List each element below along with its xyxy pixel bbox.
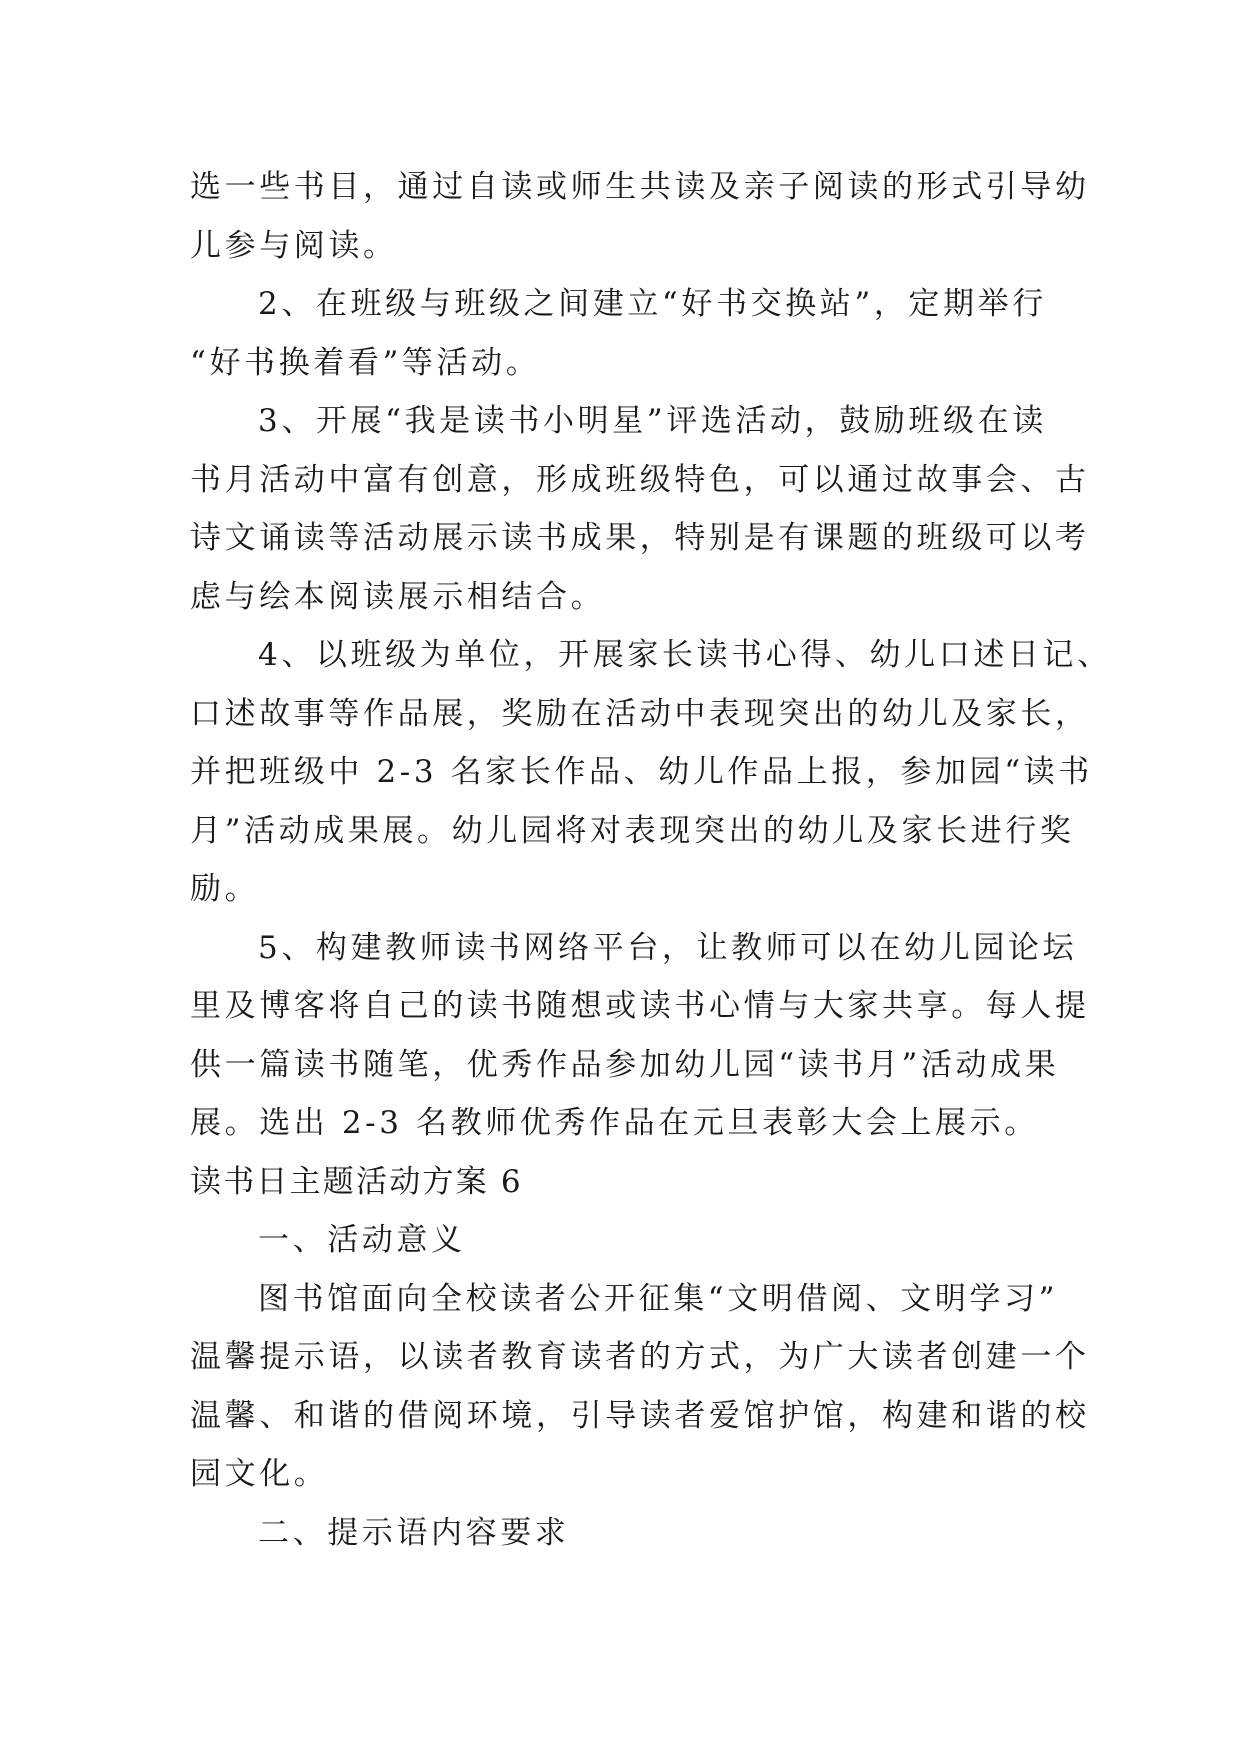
body-line: 温馨提示语，以读者教育读者的方式，为广大读者创建一个 bbox=[190, 1339, 1090, 1375]
body-line: 温馨、和谐的借阅环境，引导读者爱馆护馆，构建和谐的校 bbox=[190, 1397, 1090, 1434]
document-body bbox=[190, 158, 1112, 1562]
body-line: “好书换着看”等活动。 bbox=[190, 344, 541, 381]
list-item-4: 4、以班级为单位，开展家长读书心得、幼儿口述日记、 bbox=[258, 637, 1112, 673]
body-line: 并把班级中 2-3 名家长作品、幼儿作品上报，参加园“读书 bbox=[190, 754, 1093, 790]
body-line: 口述故事等作品展，奖励在活动中表现突出的幼儿及家长， bbox=[190, 695, 1090, 732]
body-line: 里及博客将自己的读书随想或读书心情与大家共享。每人提 bbox=[190, 988, 1090, 1024]
subheading-content-requirements: 二、提示语内容要求 bbox=[258, 1514, 570, 1551]
section-title: 读书日主题活动方案 6 bbox=[190, 1163, 523, 1200]
body-line: 励。 bbox=[190, 871, 260, 907]
body-line: 儿参与阅读。 bbox=[190, 227, 398, 264]
list-item-2: 2、在班级与班级之间建立“好书交换站”，定期举行 bbox=[258, 286, 1047, 322]
body-line: 诗文诵读等活动展示读书成果，特别是有课题的班级可以考 bbox=[190, 520, 1090, 556]
body-line: 月”活动成果展。幼儿园将对表现突出的幼儿及家长进行奖 bbox=[190, 812, 1075, 849]
body-line: 展。选出 2-3 名教师优秀作品在元旦表彰大会上展示。 bbox=[190, 1105, 1039, 1141]
list-item-5: 5、构建教师读书网络平台，让教师可以在幼儿园论坛 bbox=[258, 929, 1078, 966]
subheading-activity-meaning: 一、活动意义 bbox=[258, 1222, 466, 1258]
body-line: 园文化。 bbox=[190, 1456, 329, 1492]
list-item-3: 3、开展“我是读书小明星”评选活动，鼓励班级在读 bbox=[258, 403, 1047, 439]
paragraph-start: 图书馆面向全校读者公开征集“文明借阅、文明学习” bbox=[258, 1280, 1059, 1317]
body-line: 供一篇读书随笔，优秀作品参加幼儿园“读书月”活动成果 bbox=[190, 1046, 1060, 1083]
body-line: 选一些书目，通过自读或师生共读及亲子阅读的形式引导幼 bbox=[190, 169, 1090, 205]
body-line: 书月活动中富有创意，形成班级特色，可以通过故事会、古 bbox=[190, 461, 1090, 498]
body-line: 虑与绘本阅读展示相结合。 bbox=[190, 578, 606, 615]
